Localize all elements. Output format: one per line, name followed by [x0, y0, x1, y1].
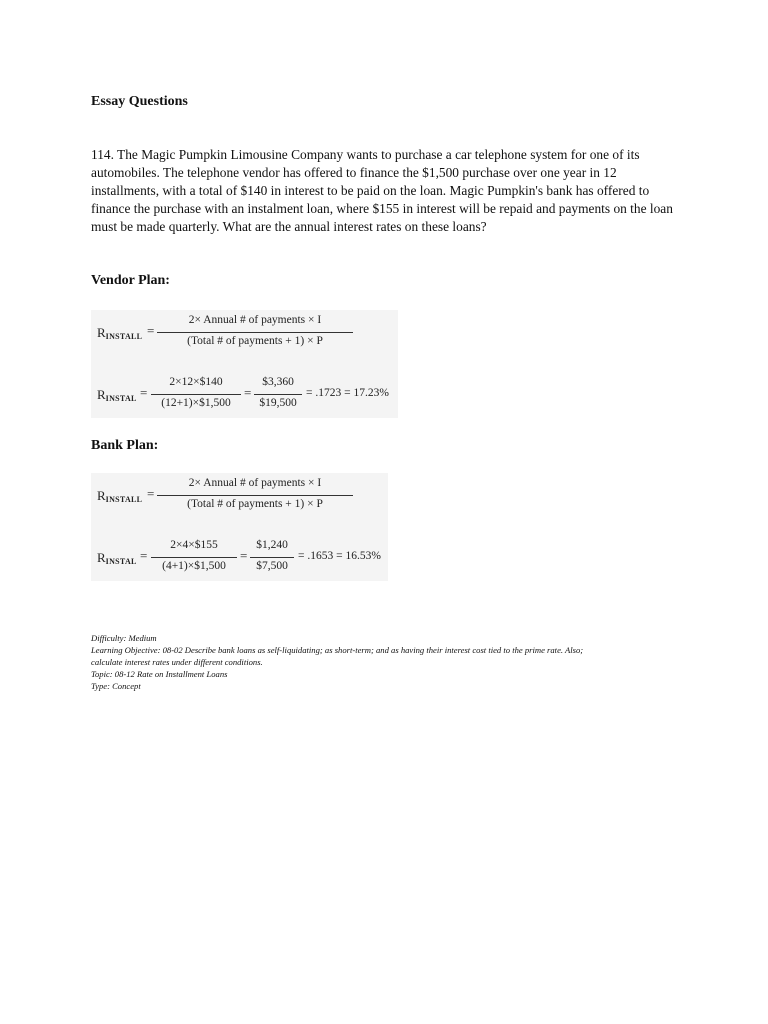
formula-fraction [157, 475, 353, 517]
fraction-bar [157, 332, 353, 333]
equals-sign: = [140, 548, 148, 563]
fraction-bar [254, 394, 302, 395]
fraction-numerator: $3,360 [262, 376, 294, 388]
difficulty-label: Difficulty: Medium [91, 633, 157, 643]
equals-sign: = [240, 548, 248, 563]
fraction-denominator: (12+1)×$1,500 [161, 397, 231, 409]
fraction-denominator: $7,500 [256, 560, 288, 572]
fraction-denominator: (Total # of payments + 1) × P [187, 335, 323, 347]
vendor-general-formula [91, 312, 398, 354]
formula-fraction [151, 537, 237, 579]
bank-calc-formula [91, 537, 388, 579]
learning-objective-cont: calculate interest rates under different conditions. [91, 657, 263, 667]
bank-formula-image [91, 473, 388, 581]
fraction-denominator: $19,500 [259, 397, 297, 409]
question-text: 114. The Magic Pumpkin Limousine Company wants to purchase a car telephone system for one of its automobiles. The telephone vendor has offered to finance the $1,500 purchase over one year in 12 installments, with a total of $140 in interest to be paid on the loan. Magic Pumpkin's bank has offered to finance the purchase with an instalment loan, where $155 in interest will be repaid and payments on the loan must be made quarterly. What are the annual interest rates on these loans? [91, 147, 673, 234]
fraction-numerator: 2×4×$155 [170, 539, 218, 551]
formula-lhs: $R_{INSTALL}$ [97, 488, 143, 504]
formula-fraction [157, 312, 353, 354]
formula-fraction [254, 374, 302, 416]
fraction-bar [151, 557, 237, 558]
fraction-denominator: (Total # of payments + 1) × P [187, 498, 323, 510]
learning-objective: Learning Objective: 08-02 Describe bank loans as self-liquidating; as short-term; and as having their interest cost tied to the prime rate. Also; [91, 645, 584, 655]
fraction-numerator: 2×12×$140 [169, 376, 223, 388]
equals-sign: = [147, 323, 155, 338]
fraction-bar [250, 557, 294, 558]
formula-lhs: $R_{INSTALL}$ [97, 325, 143, 341]
equals-sign: = [140, 385, 148, 400]
formula-lhs: $R_{INSTAL}$ [97, 550, 137, 566]
vendor-plan-title: Vendor Plan: [91, 273, 170, 288]
equals-sign: = [147, 486, 155, 501]
vendor-formula-image [91, 310, 398, 418]
fraction-bar [151, 394, 241, 395]
formula-lhs: $R_{INSTAL}$ [97, 387, 137, 403]
bank-plan-title: Bank Plan: [91, 438, 159, 453]
bank-general-formula [91, 475, 388, 517]
vendor-calc-formula [91, 374, 398, 416]
fraction-denominator: (4+1)×$1,500 [162, 560, 226, 572]
formula-fraction [151, 374, 241, 416]
formula-result: = .1653 = 16.53% [298, 550, 381, 562]
equals-sign: = [244, 385, 252, 400]
section-heading: Essay Questions [91, 94, 188, 109]
fraction-numerator: 2× Annual # of payments × I [188, 477, 322, 489]
type-label: Type: Concept [91, 681, 141, 691]
formula-fraction [250, 537, 294, 579]
topic-label: Topic: 08-12 Rate on Installment Loans [91, 669, 228, 679]
fraction-bar [157, 495, 353, 496]
fraction-numerator: 2× Annual # of payments × I [188, 314, 322, 326]
question-metadata [91, 632, 691, 692]
formula-result: = .1723 = 17.23% [306, 387, 389, 399]
fraction-numerator: $1,240 [256, 539, 288, 551]
